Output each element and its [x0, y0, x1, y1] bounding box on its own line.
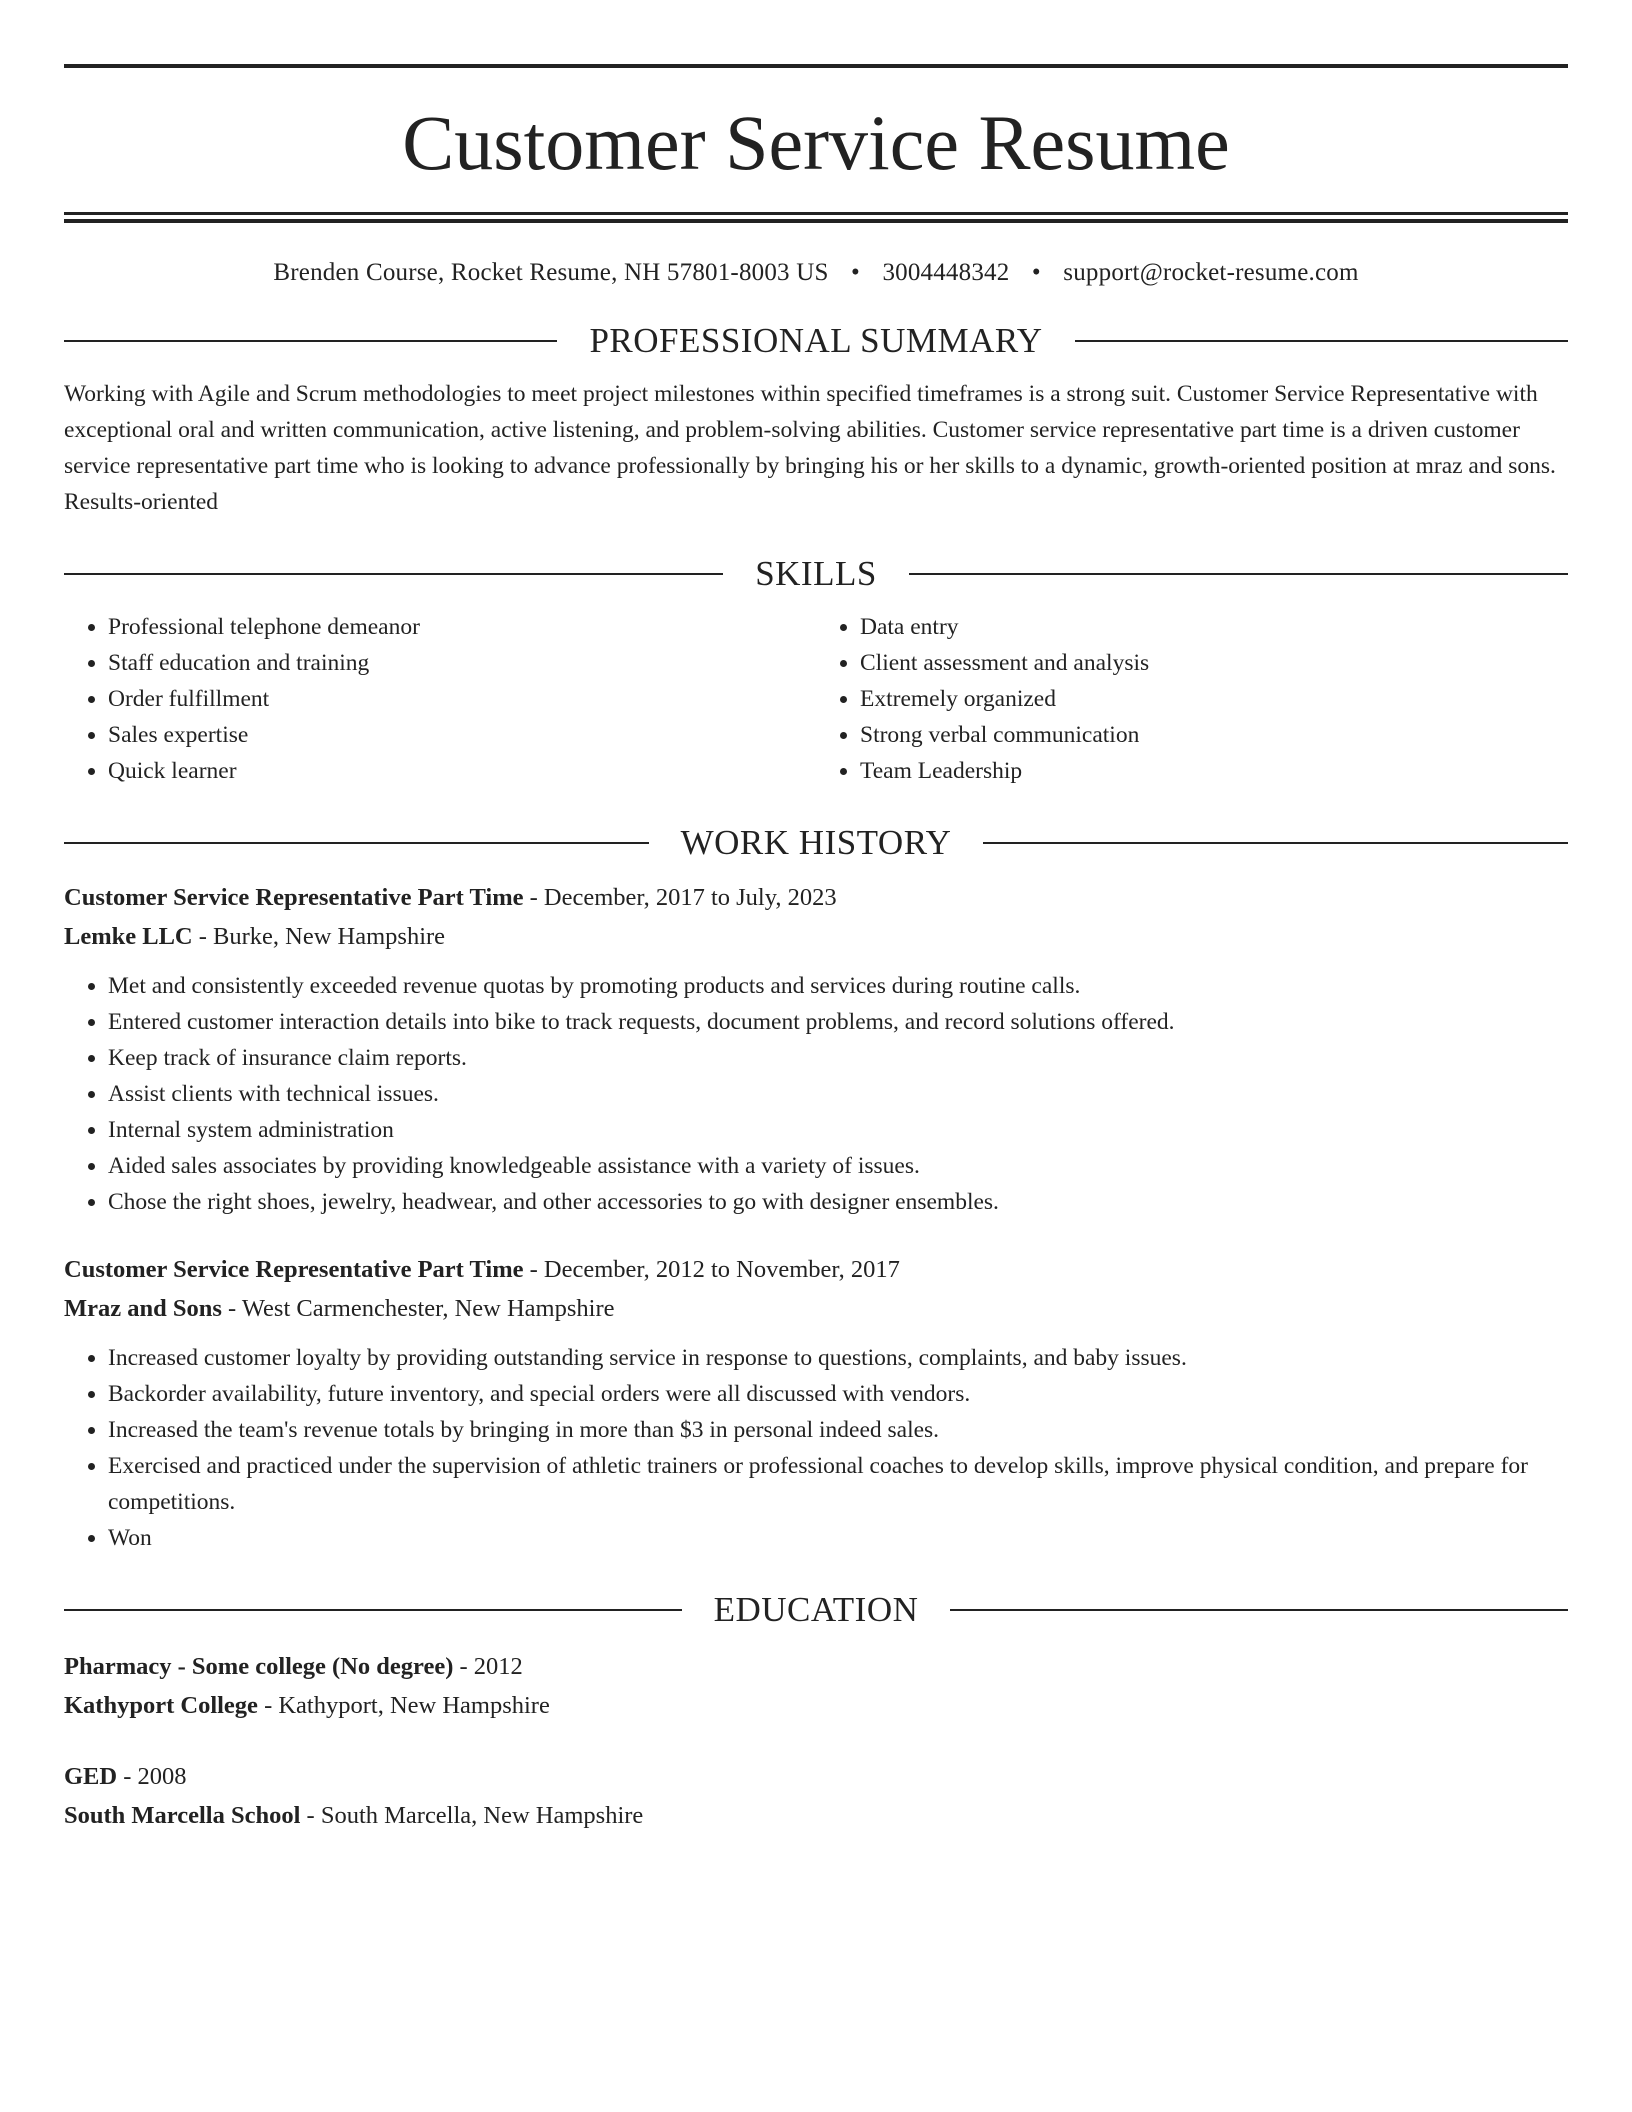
dash: - [257, 1692, 279, 1719]
education-degree-line [64, 1647, 1568, 1686]
work-section-header [64, 825, 1568, 860]
dash: - [453, 1653, 474, 1680]
contact-separator: • [1031, 259, 1041, 286]
job-bullet: • Aided sales associates by providing knowledgeable assistance with a variety of issues. [108, 1148, 1568, 1184]
contact-separator: • [851, 259, 860, 286]
job-bullets [64, 968, 1568, 1220]
education-degree-line [64, 1757, 1568, 1796]
education-school: South Marcella School [64, 1802, 301, 1829]
skills-heading: SKILLS [755, 554, 877, 593]
skill-item: • Staff education and training [108, 645, 816, 681]
job-bullet: • Increased customer loyalty by providing outstanding service in response to questions, complaints, and baby issues. [108, 1340, 1568, 1376]
job-location: Burke, New Hampshire [213, 923, 446, 950]
job-dates: December, 2012 to November, 2017 [543, 1256, 900, 1283]
education-location: Kathyport, New Hampshire [278, 1692, 550, 1719]
job-bullet: • Chose the right shoes, jewelry, headwear, and other accessories to go with designer ensembles. [108, 1184, 1568, 1220]
title-double-rule [64, 212, 1568, 223]
job-title: Customer Service Representative Part Time [64, 884, 524, 911]
education-entry [64, 1757, 1568, 1835]
education-year: 2008 [137, 1763, 187, 1790]
education-school: Kathyport College [64, 1692, 258, 1719]
job-bullet: • Keep track of insurance claim reports. [108, 1040, 1568, 1076]
job-dates: December, 2017 to July, 2023 [543, 884, 837, 911]
job-company: Lemke LLC [64, 923, 193, 950]
education-section-header [64, 1592, 1568, 1627]
section-divider-left [64, 1609, 682, 1611]
skills-column-right [816, 609, 1568, 789]
education-school-line [64, 1686, 1568, 1725]
section-divider-left [64, 340, 557, 342]
page-title: Customer Service Resume [402, 99, 1230, 186]
section-divider-right [909, 573, 1568, 575]
job-bullet: • Backorder availability, future inventory, and special orders were all discussed with vendors. [108, 1376, 1568, 1412]
job-entry [64, 1250, 1568, 1556]
education-year: 2012 [473, 1653, 523, 1680]
contact-address: Brenden Course, Rocket Resume, NH 57801-8003 US [273, 259, 829, 286]
job-title-line [64, 1250, 1568, 1289]
job-bullet: • Assist clients with technical issues. [108, 1076, 1568, 1112]
education-heading: EDUCATION [713, 1590, 919, 1629]
job-location: West Carmenchester, New Hampshire [241, 1295, 615, 1322]
skill-item: • Order fulfillment [108, 681, 816, 717]
job-entry [64, 878, 1568, 1220]
contact-line [64, 259, 1568, 287]
section-divider-right [1075, 340, 1568, 342]
skill-item: • Extremely organized [860, 681, 1568, 717]
job-bullet: • Met and consistently exceeded revenue quotas by promoting products and services during routine calls. [108, 968, 1568, 1004]
dash: - [192, 923, 214, 950]
summary-text: Working with Agile and Scrum methodologies to meet project milestones within specified timeframes is a strong suit. Customer Service Representative with exceptional oral and written communication, active listening, and problem-solving abilities. Customer service representative part time is a driven customer service representative part time who is looking to advance professionally by bringing his or her skills to a dynamic, growth-oriented position at mraz and sons. Results-oriented [64, 381, 1556, 515]
skills-section-header [64, 556, 1568, 591]
job-title: Customer Service Representative Part Time [64, 1256, 524, 1283]
job-title-line [64, 878, 1568, 917]
skill-item: • Professional telephone demeanor [108, 609, 816, 645]
dash: - [221, 1295, 242, 1322]
skills-list [64, 609, 1568, 789]
job-company-line [64, 1289, 1568, 1328]
summary-section-header [64, 323, 1568, 358]
education-entry [64, 1647, 1568, 1725]
dash: - [523, 1256, 544, 1283]
education-degree: Pharmacy - Some college (No degree) [64, 1653, 454, 1680]
education-degree: GED [64, 1763, 118, 1790]
job-bullet: • Entered customer interaction details into bike to track requests, document problems, and record solutions offered. [108, 1004, 1568, 1040]
job-company-line [64, 917, 1568, 956]
skill-item: • Client assessment and analysis [860, 645, 1568, 681]
dash: - [117, 1763, 138, 1790]
work-heading: WORK HISTORY [680, 823, 952, 862]
contact-email: support@rocket-resume.com [1063, 259, 1359, 286]
skills-column-left [64, 609, 816, 789]
skill-item: • Team Leadership [860, 753, 1568, 789]
section-divider-right [983, 842, 1568, 844]
dash: - [523, 884, 544, 911]
skill-item: • Sales expertise [108, 717, 816, 753]
job-bullets [64, 1340, 1568, 1556]
skill-item: • Data entry [860, 609, 1568, 645]
job-bullet: • Internal system administration [108, 1112, 1568, 1148]
job-bullet: • Increased the team's revenue totals by bringing in more than $3 in personal indeed sales. [108, 1412, 1568, 1448]
job-bullet: • Exercised and practiced under the supervision of athletic trainers or professional coaches to develop skills, improve physical condition, and prepare for competitions. [108, 1448, 1568, 1520]
summary-heading: PROFESSIONAL SUMMARY [589, 321, 1043, 360]
section-divider-left [64, 842, 649, 844]
education-location: South Marcella, New Hampshire [320, 1802, 644, 1829]
job-company: Mraz and Sons [64, 1295, 222, 1322]
skill-item: • Quick learner [108, 753, 816, 789]
dash: - [300, 1802, 321, 1829]
section-divider-left [64, 573, 723, 575]
contact-phone: 3004448342 [882, 259, 1010, 286]
top-rule [64, 64, 1568, 68]
skill-item: • Strong verbal communication [860, 717, 1568, 753]
education-school-line [64, 1796, 1568, 1835]
section-divider-right [950, 1609, 1568, 1611]
job-bullet: • Won [108, 1520, 1568, 1556]
